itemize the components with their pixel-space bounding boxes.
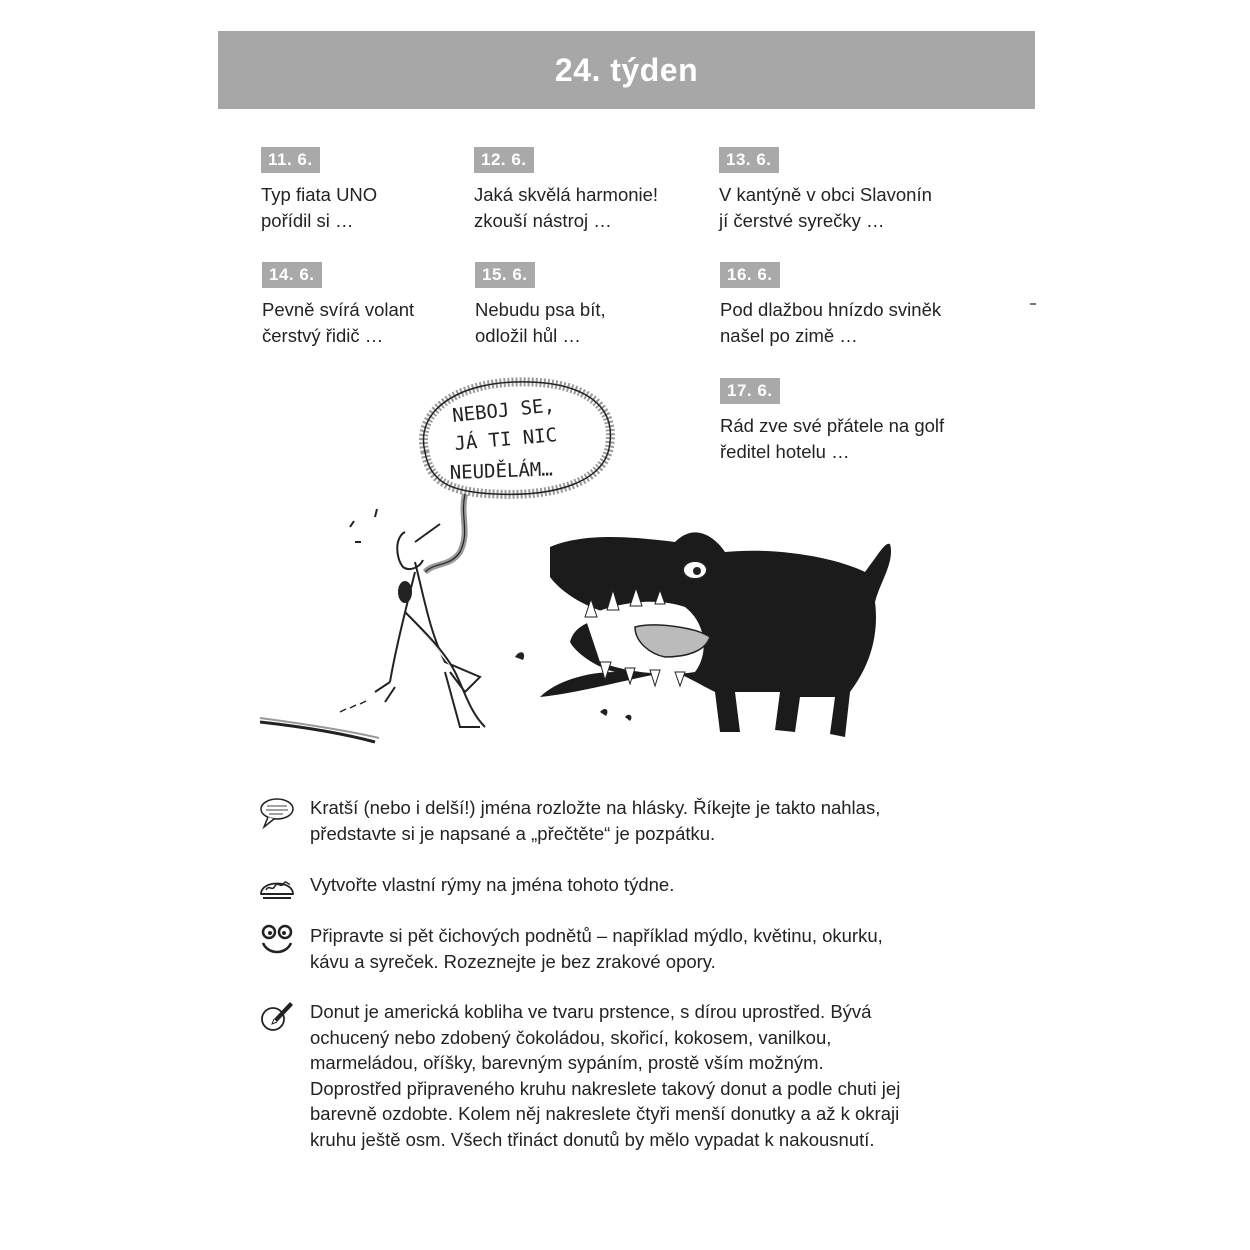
entry-text: [261, 182, 501, 234]
entry-14-6: [262, 262, 502, 349]
pencil-circle-icon: [258, 999, 296, 1035]
entry-line: Jaká skvělá harmonie!: [474, 184, 659, 205]
angry-dog: [515, 532, 891, 737]
speech-line: NEUDĚLÁM…: [449, 458, 554, 484]
entry-text: [262, 297, 502, 349]
entry-line: jí čerstvé syrečky …: [719, 210, 885, 231]
tip-line: ochucený nebo zdobený čokoládou, skořicí, kokosem, vanilkou,: [310, 1026, 832, 1048]
entry-line: Pod dlažbou hnízdo sviněk: [720, 299, 942, 320]
date-badge: 15. 6.: [475, 262, 535, 288]
entry-16-6: [720, 262, 980, 349]
speech-bubble-icon: [258, 795, 296, 831]
tip-line: kávu a syreček. Rozeznejte je bez zrakové opory.: [310, 950, 716, 972]
tip-line: kruhu ještě osm. Všech třináct donutů by mělo vypadat k nakousnutí.: [310, 1128, 875, 1150]
cartoon-illustration: [255, 372, 905, 762]
speech-line: JÁ TI NIC: [453, 424, 558, 455]
entry-line: Rád zve své přátele na golf: [720, 415, 945, 436]
tip-text: [310, 923, 970, 974]
tip-line: Připravte si pět čichových podnětů – například mýdlo, květinu, okurku,: [310, 925, 883, 946]
tip-text: [310, 872, 970, 898]
entry-line: Nebudu psa bít,: [475, 299, 606, 320]
tip-line: Donut je americká kobliha ve tvaru prstence, s dírou uprostřed. Bývá: [310, 1001, 872, 1022]
entry-line: V kantýně v obci Slavonín: [719, 184, 932, 205]
entry-text: [474, 182, 714, 234]
tip-text: [310, 795, 970, 846]
date-badge: 11. 6.: [261, 147, 320, 173]
stick: [260, 722, 375, 742]
entry-text: [475, 297, 715, 349]
tip-line: marmeládou, oříšky, barevným sypáním, prostě vším možným.: [310, 1052, 824, 1073]
entry-line: ředitel hotelu …: [720, 441, 850, 462]
entry-line: pořídil si …: [261, 210, 354, 231]
tip-line: Doprostřed připraveného kruhu nakreslete takový donut a podle chuti jej: [310, 1077, 901, 1099]
entry-text: [719, 182, 979, 234]
face-icon: [258, 923, 296, 959]
date-badge: 13. 6.: [719, 147, 779, 173]
tip-line: barevně ozdobte. Kolem něj nakreslete čtyři menší donutky a až k okraji: [310, 1103, 900, 1124]
edge-mark: [1030, 303, 1036, 305]
entry-line: Typ fiata UNO: [261, 184, 378, 205]
entry-13-6: [719, 147, 979, 234]
entry-line: odložil hůl …: [475, 325, 581, 346]
week-header: [218, 31, 1035, 109]
date-badge: 12. 6.: [474, 147, 534, 173]
entry-15-6: [475, 262, 715, 349]
tip-text: [310, 999, 970, 1152]
entry-text: [720, 297, 980, 349]
entry-line: Pevně svírá volant: [262, 299, 415, 320]
tip-line: Vytvořte vlastní rýmy na jména tohoto týdne.: [310, 874, 675, 895]
tip-line: Kratší (nebo i delší!) jména rozložte na hlásky. Říkejte je takto nahlas,: [310, 797, 881, 818]
speech-line: NEBOJ SE,: [451, 394, 556, 427]
entry-line: zkouší nástroj …: [474, 210, 612, 231]
date-badge: 14. 6.: [262, 262, 322, 288]
date-badge: 17. 6.: [720, 378, 780, 404]
entry-line: našel po zimě …: [720, 325, 858, 346]
tip-line: představte si je napsané a „přečtěte“ je pozpátku.: [310, 822, 716, 844]
page-title: 24. týden: [554, 51, 699, 88]
brain-icon: [258, 872, 296, 908]
entry-line: čerstvý řidič …: [262, 325, 384, 346]
entry-12-6: [474, 147, 714, 234]
date-badge: 16. 6.: [720, 262, 780, 288]
entry-11-6: [261, 147, 501, 234]
